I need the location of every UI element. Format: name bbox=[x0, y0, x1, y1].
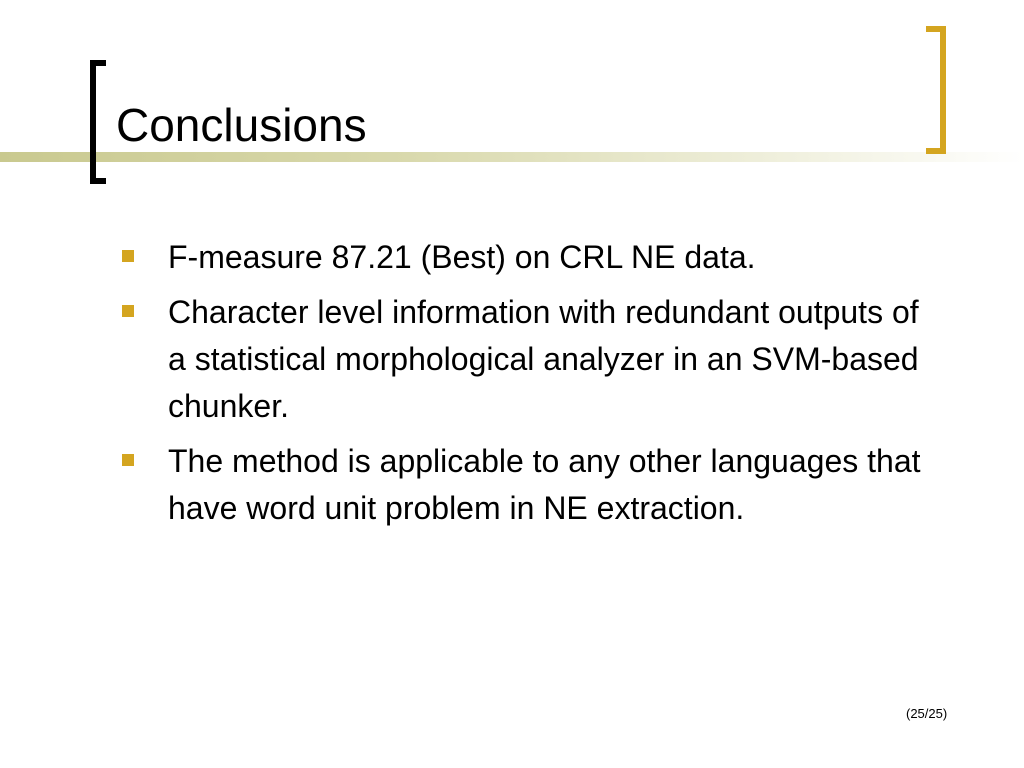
slide-title: Conclusions bbox=[116, 99, 367, 151]
square-bullet-icon bbox=[122, 454, 134, 466]
bullet-item bbox=[118, 289, 938, 430]
bullet-item bbox=[118, 438, 938, 532]
page-number: (25/25) bbox=[906, 706, 948, 721]
left-bracket-decoration bbox=[90, 60, 106, 184]
bullet-text: Character level information with redundant outputs of a statistical morphological analyzer in an SVM-based chunker. bbox=[168, 294, 919, 424]
bullet-text: F-measure 87.21 (Best) on CRL NE data. bbox=[168, 239, 756, 275]
bullet-list bbox=[118, 234, 938, 540]
title-band bbox=[0, 152, 1024, 162]
bullet-item bbox=[118, 234, 938, 281]
right-bracket-decoration bbox=[926, 26, 946, 154]
square-bullet-icon bbox=[122, 250, 134, 262]
bullet-text: The method is applicable to any other languages that have word unit problem in NE extraction. bbox=[168, 443, 921, 526]
square-bullet-icon bbox=[122, 305, 134, 317]
